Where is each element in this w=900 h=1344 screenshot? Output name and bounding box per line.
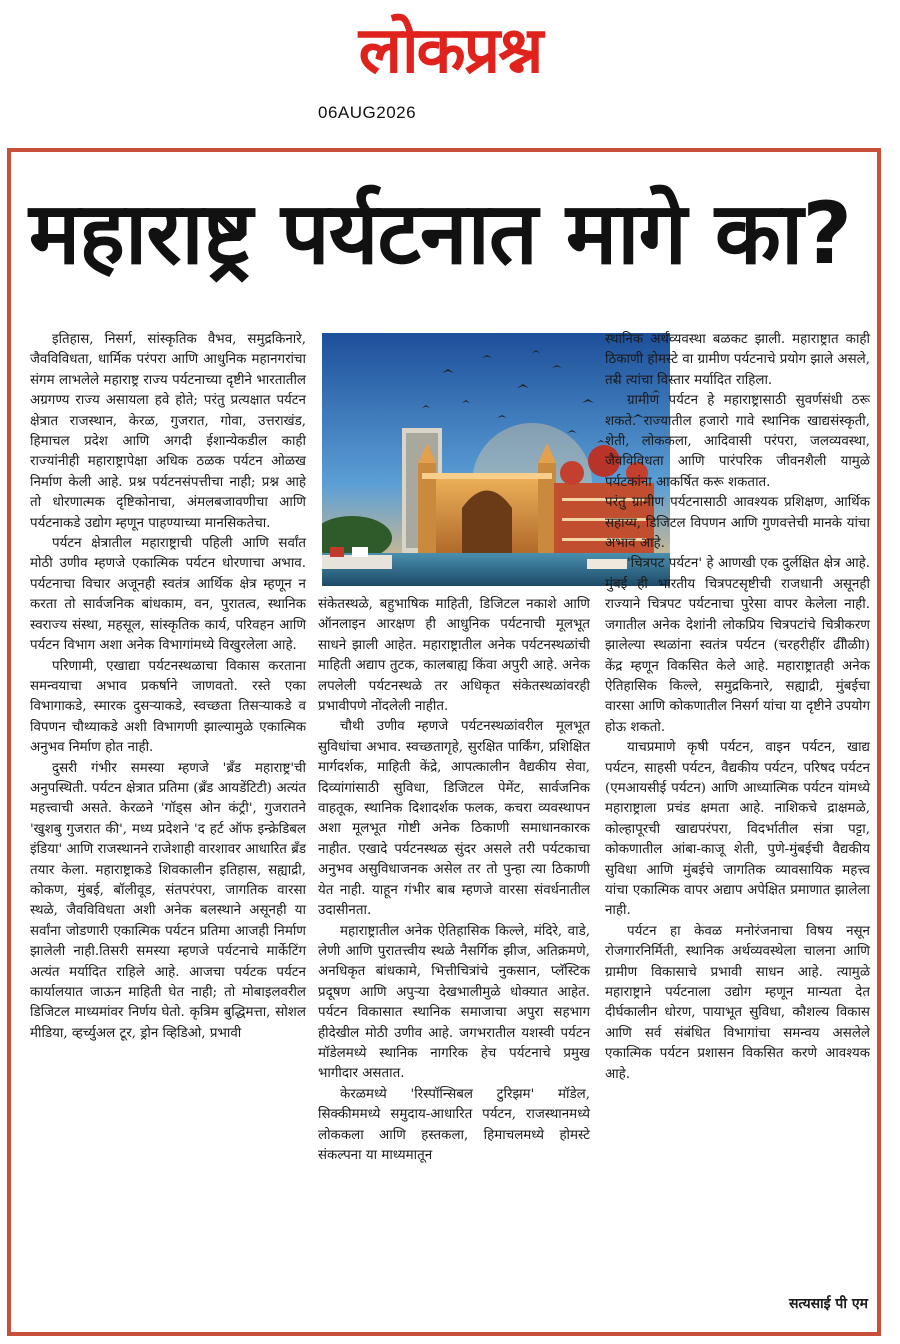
paragraph: याचप्रमाणे कृषी पर्यटन, वाइन पर्यटन, खाद्य पर्यटन, साहसी पर्यटन, वैद्यकीय पर्यटन, परिषद पर्यटन (एमआयसीई पर्यटन) आणि आध्यात्मिक पर्यटन यांमध्ये महाराष्ट्राला प्रचंड क्षमता आहे. नाशिकचे द्राक्षमळे, कोल्हापूरची खाद्यपरंपरा, विदर्भातील संत्रा पट्टा, कोकणातील आंबा-काजू शेती, पुणे-मुंबईची वैद्यकीय सुविधा आणि मुंबईचे जागतिक व्यावसायिक महत्त्व यांचा एकात्मिक वापर अद्याप अपेक्षित प्रमाणात झालेला नाही. bbox=[605, 740, 870, 919]
paragraph: ग्रामीण पर्यटन हे महाराष्ट्रासाठी सुवर्णसंधी ठरू शकते. राज्यातील हजारो गावे स्थानिक खाद्यसंस्कृती, शेती, लोककला, आदिवासी परंपरा, जलव्यवस्था, जैवविविधता आणि पारंपरिक जीवनशैली यामुळे पर्यटकांना आकर्षित करू शकतात. bbox=[605, 393, 870, 490]
paragraph: इतिहास, निसर्ग, सांस्कृतिक वैभव, समुद्रकिनारे, जैवविविधता, धार्मिक परंपरा आणि आधुनिक महानगरांचा संगम लाभलेले महाराष्ट्र राज्य पर्यटनाच्या दृष्टीने भारतातील अग्रगण्य राज्य असायला हवे होते; परंतु प्रत्यक्षात पर्यटन क्षेत्रात राजस्थान, केरळ, गुजरात, गोवा, उत्तराखंड, हिमाचल प्रदेश आणि अगदी ईशान्येकडील काही राज्यांनीही महाराष्ट्रापेक्षा अधिक ठळक पर्यटन ओळख निर्माण केली आहे. प्रश्न पर्यटनसंपत्तीचा नाही; प्रश्न आहे तो धोरणात्मक दृष्टिकोनाचा, अंमलबजावणीचा आणि पर्यटनाकडे उद्योग म्हणून पाहण्याच्या मानसिकतेचा. bbox=[30, 332, 306, 531]
author-byline: सत्यसाई पी एम bbox=[788, 1296, 868, 1312]
paragraph: परंतु ग्रामीण पर्यटनासाठी आवश्यक प्रशिक्षण, आर्थिक सहाय्य, डिजिटल विपणन आणि गुणवत्तेची मानके यांचा अभाव आहे. bbox=[605, 495, 870, 552]
paragraph: 'चित्रपट पर्यटन' हे आणखी एक दुर्लक्षित क्षेत्र आहे. मुंबई ही भारतीय चित्रपटसृष्टीची राजधानी असूनही राज्याने चित्रपट पर्यटनाचा पुरेसा वापर केलेला नाही. जगातील अनेक देशांनी लोकप्रिय चित्रपटांचे चित्रीकरण झालेल्या स्थळांना स्वतंत्र पर्यटन (चरहरीहींर ढीौळीा) केंद्र म्हणून विकसित केले आहे. महाराष्ट्रातही अनेक ऐतिहासिक किल्ले, समुद्रकिनारे, सह्याद्री, मुंबईचा वारसा आणि कोकणातील निसर्ग यांचा या दृष्टीने उपयोग होऊ शकतो. bbox=[605, 556, 870, 735]
article-column-1 bbox=[30, 330, 306, 1320]
paragraph: संकेतस्थळे, बहुभाषिक माहिती, डिजिटल नकाशे आणि ऑनलाइन आरक्षण ही आधुनिक पर्यटनाची मूलभूत साधने झाली आहेत. महाराष्ट्रातील अनेक पर्यटनस्थळांची माहिती अद्याप तुटक, कालबाह्य किंवा अपुरी आहे. अनेक लपलेली पर्यटनस्थळे तर अधिकृत संकेतस्थळांवरही प्रभावीपणे नोंदलेली नाहीत. bbox=[318, 597, 590, 715]
paragraph: चौथी उणीव म्हणजे पर्यटनस्थळांवरील मूलभूत सुविधांचा अभाव. स्वच्छतागृहे, सुरक्षित पार्किंग, प्रशिक्षित मार्गदर्शक, माहिती केंद्रे, आपत्कालीन वैद्यकीय सेवा, दिव्यांगांसाठी सुविधा, डिजिटल पेमेंट, सार्वजनिक वाहतूक, स्थानिक दिशादर्शक फलक, कचरा व्यवस्थापन अशा मूलभूत गोष्टी अनेक ठिकाणी समाधानकारक नाहीत. एखादे पर्यटनस्थळ सुंदर असले तरी पर्यटकाचा अनुभव असुविधाजनक असेल तर तो पुन्हा त्या ठिकाणी येत नाही. याहून गंभीर बाब म्हणजे वारसा संवर्धनातील उदासीनता. bbox=[318, 719, 590, 919]
masthead-logo bbox=[300, 6, 600, 102]
article-headline: महाराष्ट्र पर्यटनात मागे का? bbox=[28, 184, 852, 284]
paragraph: पर्यटन क्षेत्रातील महाराष्ट्राची पहिली आणि सर्वांत मोठी उणीव म्हणजे एकात्मिक पर्यटन धोरणाचा अभाव. पर्यटनाचा विचार अजूनही स्वतंत्र आर्थिक क्षेत्र म्हणून न करता तो सार्वजनिक बांधकाम, वन, पुरातत्व, स्थानिक स्वराज्य संस्था, महसूल, सांस्कृतिक कार्य, परिवहन आणि पर्यटन विभाग अशा अनेक विभागांमध्ये विखुरलेला आहे. bbox=[30, 536, 306, 654]
paragraph: केरळमध्ये 'रिस्पॉन्सिबल टुरिझम' मॉडेल, सिक्कीममध्ये समुदाय-आधारित पर्यटन, राजस्थानमध्ये लोककला आणि हस्तकला, हिमाचलमध्ये होमस्टे संकल्पना या माध्यमातून bbox=[318, 1086, 590, 1163]
paragraph: परिणामी, एखाद्या पर्यटनस्थळाचा विकास करताना समन्वयाचा अभाव प्रकर्षाने जाणवतो. रस्ते एका विभागाकडे, स्मारक दुसऱ्याकडे, स्वच्छता तिसऱ्याकडे व विपणन चौथ्याकडे अशी विभागणी झाल्यामुळे एकात्मिक अनुभव निर्माण होत नाही. bbox=[30, 658, 306, 756]
paragraph: महाराष्ट्रातील अनेक ऐतिहासिक किल्ले, मंदिरे, वाडे, लेणी आणि पुरातत्त्वीय स्थळे नैसर्गिक झीज, अतिक्रमणे, अनधिकृत बांधकामे, भित्तीचित्रांचे नुकसान, प्लॅस्टिक प्रदूषण आणि अपुऱ्या देखभालीमुळे धोक्यात आहेत. पर्यटन विकासात स्थानिक समाजाचा अपुरा सहभाग हीदेखील मोठी उणीव आहे. जगभरातील यशस्वी पर्यटन मॉडेलमध्ये स्थानिक नागरिक हेच पर्यटनाचे प्रमुख भागीदार असतात. bbox=[318, 923, 590, 1082]
article-column-3 bbox=[605, 330, 870, 1320]
publication-date: 06AUG2026 bbox=[318, 103, 417, 122]
paragraph: पर्यटन हा केवळ मनोरंजनाचा विषय नसून रोजगारनिर्मिती, स्थानिक अर्थव्यवस्थेला चालना आणि ग्रामीण विकासाचे प्रभावी साधन आहे. त्यामुळे महाराष्ट्राने पर्यटनाला उद्योग म्हणून मान्यता देत दीर्घकालीन धोरण, पायाभूत सुविधा, कौशल्य विकास आणि सर्व संबंधित विभागांचा समन्वय असलेले एकात्मिक पर्यटन प्रशासन विकसित करणे आवश्यक आहे. bbox=[605, 923, 870, 1082]
paragraph: दुसरी गंभीर समस्या म्हणजे 'ब्रँड महाराष्ट्र'ची अनुपस्थिती. पर्यटन क्षेत्रात प्रतिमा (ब्रँड आयडेंटिटी) अत्यंत महत्त्वाची असते. केरळने 'गॉड्स ओन कंट्री', गुजरातने 'खुशबु गुजरात की', मध्य प्रदेशने 'द हर्ट ऑफ इन्क्रेडिबल इंडिया' आणि राजस्थानने राजेशाही वारशावर आधारित ब्रँड तयार केला. महाराष्ट्राकडे शिवकालीन इतिहास, सह्याद्री, कोकण, मुंबई, बॉलीवूड, संतपरंपरा, जागतिक वारसा स्थळे, जैवविविधता अशी अनेक बलस्थाने असूनही या सर्वांना जोडणारी एकात्मिक पर्यटन प्रतिमा आजही निर्माण झालेली नाही.तिसरी समस्या म्हणजे पर्यटनाचे मार्केटिंग अत्यंत मर्यादित राहिले आहे. आजचा पर्यटक पर्यटन कार्यालयात जाऊन माहिती घेत नाही; तो मोबाइलवरील डिजिटल माध्यमांवर निर्णय घेतो. कृत्रिम बुद्धिमत्ता, सोशल मीडिया, व्हर्च्युअल टूर, ड्रोन व्हिडिओ, प्रभावी bbox=[30, 760, 306, 1041]
masthead-title: लोकप्रश्न bbox=[358, 14, 542, 88]
paragraph: स्थानिक अर्थव्यवस्था बळकट झाली. महाराष्ट्रात काही ठिकाणी होमस्टे वा ग्रामीण पर्यटनाचे प्रयोग झाले असले, तरी त्यांचा विस्तार मर्यादित राहिला. bbox=[605, 332, 870, 388]
article-column-2 bbox=[318, 595, 590, 1325]
